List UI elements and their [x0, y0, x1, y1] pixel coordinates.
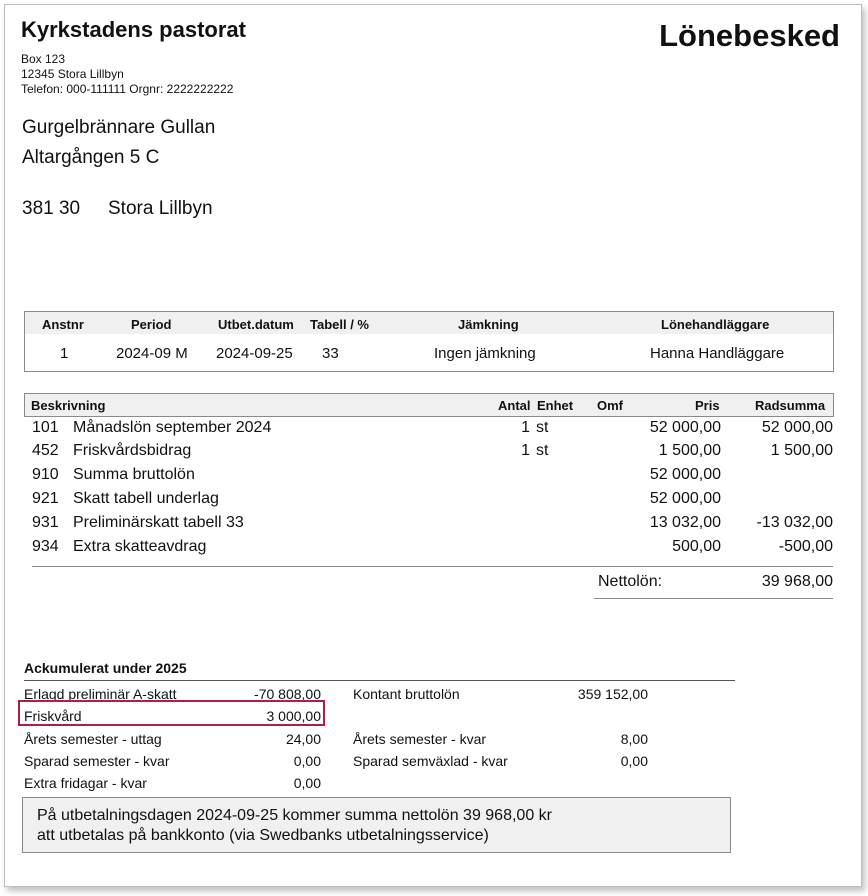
net-pay-value: 39 968,00: [761, 573, 833, 590]
document-title: Lönebesked: [659, 18, 840, 53]
row-code: 931: [32, 514, 59, 531]
col-header-antal: Antal: [498, 398, 531, 413]
org-address-line1: Box 123: [21, 52, 66, 66]
acc-value-friskvard: 3 000,00: [266, 708, 321, 724]
accumulated-divider: [24, 680, 735, 681]
accumulated-title: Ackumulerat under 2025: [24, 660, 187, 676]
acc-label-friskvard: Friskvård: [24, 708, 82, 724]
value-lonehandlaggare: Hanna Handläggare: [650, 345, 785, 362]
acc-label-kontant-bruttolon: Kontant bruttolön: [353, 686, 460, 702]
acc-value-kontant-bruttolon: 359 152,00: [577, 686, 648, 702]
row-code: 452: [32, 442, 59, 459]
value-utbet-datum: 2024-09-25: [216, 345, 293, 362]
value-period: 2024-09 M: [116, 345, 188, 362]
row-description: Skatt tabell underlag: [73, 490, 219, 507]
col-header-tabell: Tabell / %: [310, 317, 369, 332]
row-pris: 52 000,00: [649, 419, 721, 436]
row-pris: 1 500,00: [658, 442, 721, 459]
row-code: 910: [32, 466, 59, 483]
row-description: Summa bruttolön: [73, 466, 195, 483]
row-pris: 500,00: [672, 538, 721, 555]
row-description: Friskvårdsbidrag: [73, 442, 192, 459]
acc-label-semester-uttag: Årets semester - uttag: [24, 731, 162, 747]
table-row: [0, 442, 856, 466]
net-pay-underline: [594, 598, 833, 599]
org-name: Kyrkstadens pastorat: [21, 17, 246, 42]
acc-label-semester-kvar: Årets semester - kvar: [353, 731, 487, 747]
row-code: 934: [32, 538, 59, 555]
col-header-omf: Omf: [597, 398, 623, 413]
col-header-jamkning: Jämkning: [458, 317, 519, 332]
org-address-line2: 12345 Stora Lillbyn: [21, 67, 124, 81]
acc-label-extra-fridagar: Extra fridagar - kvar: [24, 775, 147, 791]
row-code: 921: [32, 490, 59, 507]
row-description: Månadslön september 2024: [73, 419, 272, 436]
value-jamkning: Ingen jämkning: [434, 345, 536, 362]
row-radsumma: 52 000,00: [761, 419, 833, 436]
value-anstnr: 1: [60, 345, 69, 362]
employment-info-table: [24, 311, 834, 372]
recipient-city: Stora Lillbyn: [108, 198, 213, 219]
net-pay-label: Nettolön:: [598, 573, 663, 590]
acc-label-a-skatt: Erlagd preliminär A-skatt: [24, 686, 177, 702]
table-row: [0, 514, 856, 538]
row-description: Extra skatteavdrag: [73, 538, 207, 555]
row-code: 101: [32, 419, 59, 436]
row-pris: 52 000,00: [649, 466, 721, 483]
recipient-zip: 381 30: [22, 198, 81, 219]
col-header-period: Period: [131, 317, 172, 332]
payment-message-line1: På utbetalningsdagen 2024-09-25 kommer summa nettolön 39 968,00 kr: [37, 807, 552, 824]
row-enhet: st: [536, 442, 549, 459]
row-description: Preliminärskatt tabell 33: [73, 514, 244, 531]
col-header-lonehandlaggare: Lönehandläggare: [661, 317, 770, 332]
col-header-beskrivning: Beskrivning: [31, 398, 106, 413]
acc-value-extra-fridagar: 0,00: [293, 775, 321, 791]
row-radsumma: -13 032,00: [756, 514, 833, 531]
acc-label-sparad-semvaxlad: Sparad semväxlad - kvar: [353, 753, 508, 769]
table-row: [0, 419, 856, 443]
payment-message-box: [22, 797, 731, 853]
table-row: [0, 466, 856, 490]
row-pris: 52 000,00: [649, 490, 721, 507]
col-header-radsumma: Radsumma: [755, 398, 826, 413]
row-radsumma: 1 500,00: [770, 442, 833, 459]
table-row: [0, 490, 856, 514]
row-antal: 1: [521, 419, 530, 436]
value-tabell: 33: [322, 345, 339, 362]
table-row: [0, 538, 856, 562]
acc-value-sparad-semester: 0,00: [293, 753, 321, 769]
row-pris: 13 032,00: [649, 514, 721, 531]
recipient-street: Altargången 5 C: [22, 147, 160, 168]
recipient-name: Gurgelbrännare Gullan: [22, 117, 216, 138]
payment-message-line2: att utbetalas på bankkonto (via Swedbanks utbetalningsservice): [37, 827, 489, 844]
col-header-anstnr: Anstnr: [42, 317, 84, 332]
acc-value-sparad-semvaxlad: 0,00: [620, 753, 648, 769]
acc-value-semester-uttag: 24,00: [285, 731, 321, 747]
salary-lines-header: [24, 393, 834, 417]
col-header-pris: Pris: [695, 398, 720, 413]
row-radsumma: -500,00: [778, 538, 833, 555]
friskvard-highlight-box: [18, 700, 325, 726]
col-header-enhet: Enhet: [537, 398, 574, 413]
org-phone-orgnr: Telefon: 000-111111 Orgnr: 2222222222: [21, 82, 234, 96]
rows-divider: [32, 566, 833, 567]
acc-value-semester-kvar: 8,00: [620, 731, 648, 747]
acc-value-a-skatt: -70 808,00: [254, 686, 321, 702]
row-enhet: st: [536, 419, 549, 436]
row-antal: 1: [521, 442, 530, 459]
acc-label-sparad-semester: Sparad semester - kvar: [24, 753, 170, 769]
col-header-utbet-datum: Utbet.datum: [218, 317, 294, 332]
